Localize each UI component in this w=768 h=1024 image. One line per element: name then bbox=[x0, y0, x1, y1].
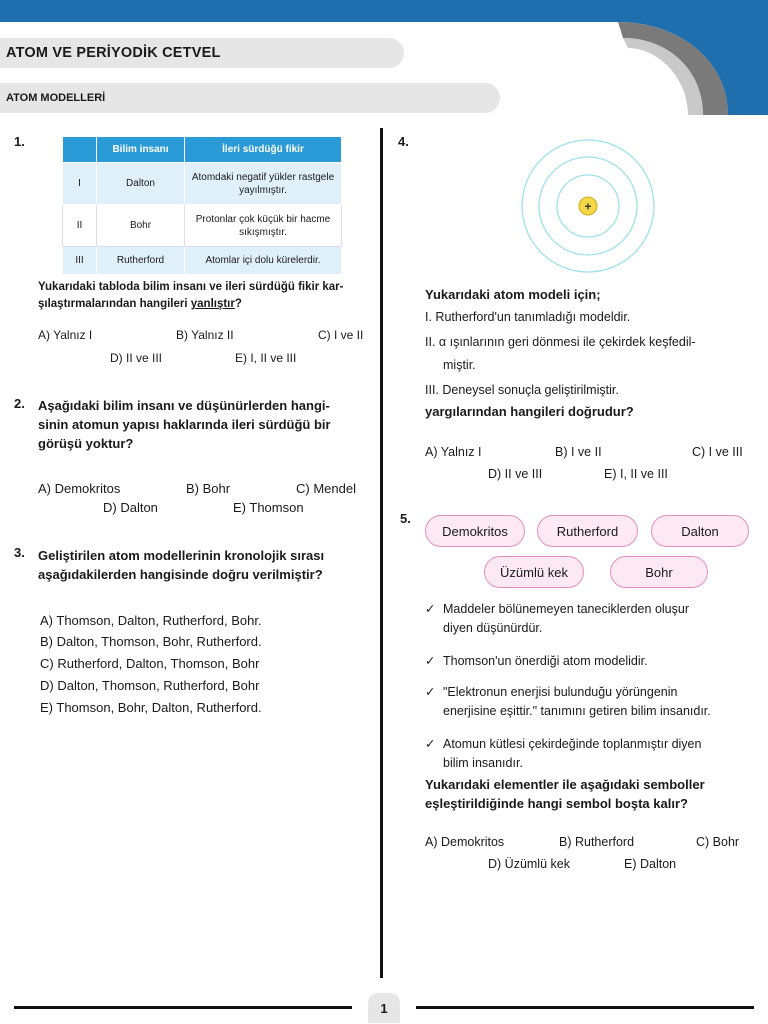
q2-number: 2. bbox=[14, 396, 25, 411]
q3-option-d[interactable]: D) Dalton, Thomson, Rutherford, Bohr bbox=[40, 678, 260, 693]
header-corner-decoration bbox=[528, 0, 768, 115]
table-header-cell: Bilim insanı bbox=[97, 137, 185, 163]
q2-option-e[interactable]: E) Thomson bbox=[233, 500, 304, 515]
checkmark-icon: ✓ bbox=[425, 654, 436, 668]
q4-option-d[interactable]: D) II ve III bbox=[488, 467, 543, 481]
q5-clue-3 bbox=[425, 683, 760, 721]
q5-option-a[interactable]: A) Demokritos bbox=[425, 835, 505, 849]
pill-rutherford: Rutherford bbox=[537, 515, 638, 547]
q5-number: 5. bbox=[400, 511, 411, 526]
q1-stem-mark: ? bbox=[234, 298, 242, 310]
q5-clue-4 bbox=[425, 735, 760, 773]
q5-clue-line: "Elektronun enerjisi bulunduğu yörüngenin bbox=[443, 685, 678, 699]
q4-statement-2: II. α ışınlarının geri dönmesi ile çekirdek keşfedil- bbox=[425, 335, 696, 349]
q2-option-c[interactable]: C) Mendel bbox=[296, 481, 356, 496]
pill-dalton: Dalton bbox=[651, 515, 749, 547]
q5-clue-1 bbox=[425, 600, 755, 638]
table-cell: II bbox=[63, 205, 97, 247]
q1-number: 1. bbox=[14, 134, 25, 149]
q1-stem-line: Yukarıdaki tabloda bilim insanı ve ileri sürdüğü fikir kar- bbox=[38, 281, 344, 293]
q3-option-b[interactable]: B) Dalton, Thomson, Bohr, Rutherford. bbox=[40, 634, 262, 649]
q4-statement-2-cont: miştir. bbox=[443, 358, 476, 372]
q3-stem-line: aşağıdakilerden hangisinde doğru verilmiştir? bbox=[38, 567, 323, 582]
table-cell: Atomlar içi dolu kürelerdir. bbox=[185, 247, 342, 275]
q3-option-a[interactable]: A) Thomson, Dalton, Rutherford, Bohr. bbox=[40, 613, 262, 628]
q1-stem bbox=[38, 279, 373, 313]
q4-statement-3: III. Deneysel sonuçla geliştirilmiştir. bbox=[425, 383, 619, 397]
q1-option-e[interactable]: E) I, II ve III bbox=[235, 351, 297, 365]
q5-option-d[interactable]: D) Üzümlü kek bbox=[488, 857, 570, 871]
pill-demokritos: Demokritos bbox=[425, 515, 525, 547]
footer-line-left bbox=[14, 1006, 352, 1009]
q5-clue-line: enerjisine eşittir." tanımını getiren bilim insanıdır. bbox=[443, 704, 711, 718]
checkmark-icon: ✓ bbox=[425, 602, 436, 616]
q5-clue-line: Atomun kütlesi çekirdeğinde toplanmıştır diyen bbox=[443, 737, 702, 751]
q4-question: yargılarından hangileri doğrudur? bbox=[425, 404, 634, 419]
q5-clue-line: bilim insanıdır. bbox=[443, 756, 523, 770]
table-cell: Atomdaki negatif yükler rastgele yayılmıştır. bbox=[185, 163, 342, 205]
q2-stem-line: sinin atomun yapısı haklarında ileri sürdüğü bir bbox=[38, 417, 331, 432]
q1-option-d[interactable]: D) II ve III bbox=[110, 351, 163, 365]
q2-option-b[interactable]: B) Bohr bbox=[186, 481, 231, 496]
q1-stem-line: şılaştırmalarından hangileri bbox=[38, 298, 191, 310]
q4-option-b[interactable]: B) I ve II bbox=[555, 445, 602, 459]
table-header-cell: İleri sürdüğü fikir bbox=[185, 137, 342, 163]
table-row bbox=[63, 205, 342, 247]
q2-stem-line: görüşü yoktur? bbox=[38, 436, 134, 451]
table-row bbox=[63, 247, 342, 275]
q4-option-c[interactable]: C) I ve III bbox=[692, 445, 743, 459]
q3-stem bbox=[38, 546, 373, 584]
q1-stem-emphasis: yanlıştır bbox=[190, 298, 235, 310]
q2-option-a[interactable]: A) Demokritos bbox=[38, 481, 121, 496]
footer-line-right bbox=[416, 1006, 754, 1009]
q1-option-a[interactable]: A) Yalnız I bbox=[38, 328, 93, 342]
q4-stem: Yukarıdaki atom modeli için; bbox=[425, 287, 601, 302]
checkmark-icon: ✓ bbox=[425, 737, 436, 751]
q1-option-c[interactable]: C) I ve II bbox=[318, 328, 364, 342]
q5-clue-2 bbox=[425, 652, 755, 671]
q4-number: 4. bbox=[398, 134, 409, 149]
atom-model-diagram bbox=[518, 138, 658, 274]
q3-stem-line: Geliştirilen atom modellerinin kronolojik sırası bbox=[38, 548, 325, 563]
q2-stem bbox=[38, 396, 373, 453]
table-row bbox=[63, 163, 342, 205]
q5-clue-line: diyen düşünürdür. bbox=[443, 621, 543, 635]
q3-option-c[interactable]: C) Rutherford, Dalton, Thomson, Bohr bbox=[40, 656, 260, 671]
q5-question bbox=[425, 775, 760, 813]
nucleus-plus-icon: + bbox=[584, 199, 592, 214]
table-cell: I bbox=[63, 163, 97, 205]
q5-clue-line: Thomson'un önerdiği atom modelidir. bbox=[443, 654, 648, 668]
table-header-cell bbox=[63, 137, 97, 163]
table-cell: Protonlar çok küçük bir hacme sıkışmıştır. bbox=[185, 205, 342, 247]
q2-option-d[interactable]: D) Dalton bbox=[103, 500, 158, 515]
q5-question-line: Yukarıdaki elementler ile aşağıdaki semboller bbox=[425, 777, 705, 792]
table-cell: Dalton bbox=[97, 163, 185, 205]
q3-option-e[interactable]: E) Thomson, Bohr, Dalton, Rutherford. bbox=[40, 700, 262, 715]
q4-option-a[interactable]: A) Yalnız I bbox=[425, 445, 482, 459]
q5-option-b[interactable]: B) Rutherford bbox=[559, 835, 635, 849]
q1-option-b[interactable]: B) Yalnız II bbox=[176, 328, 234, 342]
page-number: 1 bbox=[368, 993, 400, 1023]
pill-uzumlu-kek: Üzümlü kek bbox=[484, 556, 584, 588]
pill-bohr: Bohr bbox=[610, 556, 708, 588]
q2-stem-line: Aşağıdaki bilim insanı ve düşünürlerden hangi- bbox=[38, 398, 330, 413]
q4-option-e[interactable]: E) I, II ve III bbox=[604, 467, 668, 481]
page-title: ATOM VE PERİYODİK CETVEL bbox=[0, 38, 404, 68]
q5-clue-line: Maddeler bölünemeyen taneciklerden oluşur bbox=[443, 602, 689, 616]
q5-option-c[interactable]: C) Bohr bbox=[696, 835, 740, 849]
section-subtitle: ATOM MODELLERİ bbox=[0, 83, 500, 113]
q5-option-e[interactable]: E) Dalton bbox=[624, 857, 677, 871]
column-divider bbox=[380, 128, 383, 978]
q1-table bbox=[62, 136, 342, 275]
q5-question-line: eşleştirildiğinde hangi sembol boşta kalır? bbox=[425, 796, 688, 811]
table-cell: Rutherford bbox=[97, 247, 185, 275]
table-cell: III bbox=[63, 247, 97, 275]
q3-number: 3. bbox=[14, 545, 25, 560]
checkmark-icon: ✓ bbox=[425, 685, 436, 699]
q4-statement-1: I. Rutherford'un tanımladığı modeldir. bbox=[425, 310, 631, 324]
table-cell: Bohr bbox=[97, 205, 185, 247]
